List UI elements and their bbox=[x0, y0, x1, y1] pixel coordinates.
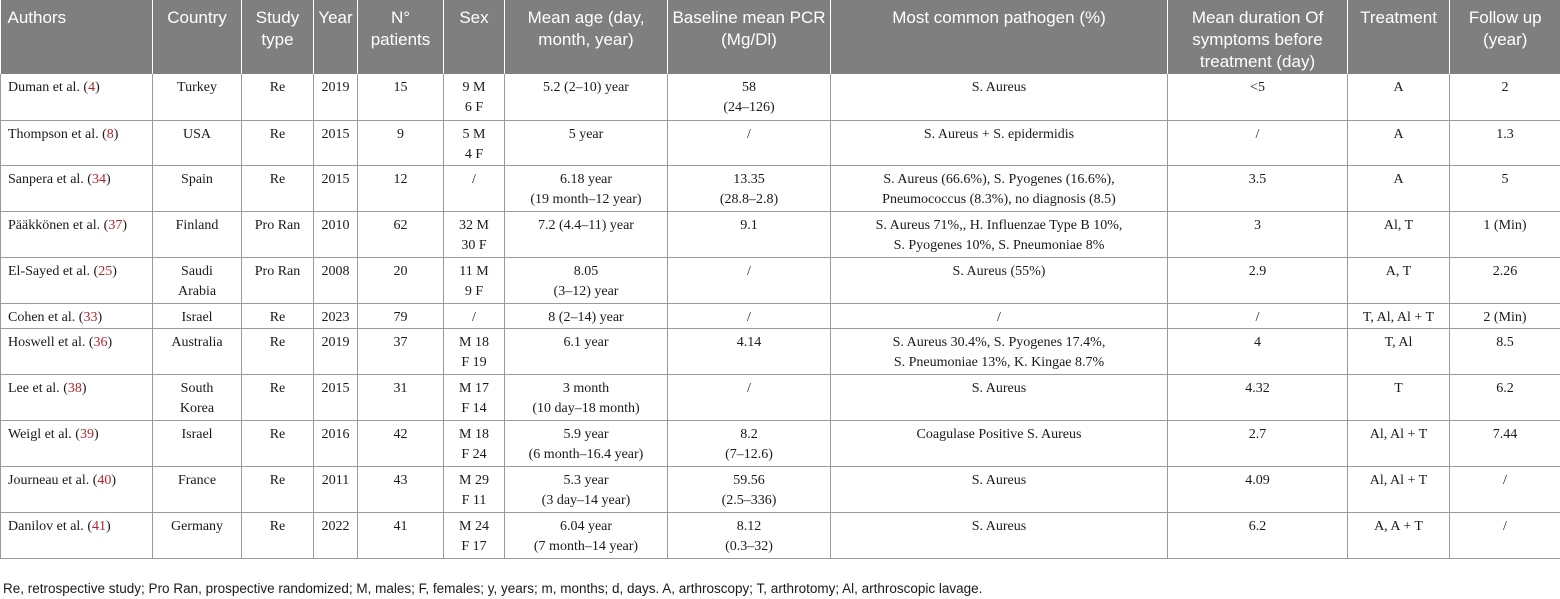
pcr-cell: 4.14 bbox=[668, 328, 831, 374]
patients-cell: 41 bbox=[358, 512, 444, 558]
country-cell: Saudi Arabia bbox=[153, 257, 242, 303]
year-cell: 2022 bbox=[314, 512, 358, 558]
study-type-cell: Re bbox=[242, 374, 314, 420]
sex-cell: M 18 F 24 bbox=[444, 420, 505, 466]
author-name: Journeau et al. bbox=[8, 472, 90, 488]
study-type-cell: Re bbox=[242, 165, 314, 211]
mean-age-cell: 5.3 year (3 day–14 year) bbox=[505, 466, 668, 512]
country-cell: Turkey bbox=[153, 74, 242, 120]
reference-link[interactable]: 39 bbox=[79, 426, 94, 442]
duration-cell: <5 bbox=[1168, 74, 1348, 120]
pathogen-cell: S. Aureus (66.6%), S. Pyogenes (16.6%), Pneumococcus (8.3%), no diagnosis (8.5) bbox=[831, 165, 1168, 211]
treatment-cell: A, A + T bbox=[1348, 512, 1450, 558]
table-row bbox=[1, 512, 1560, 558]
reference-link[interactable]: 41 bbox=[91, 518, 106, 534]
pcr-cell: / bbox=[668, 303, 831, 328]
follow-up-cell: 6.2 bbox=[1450, 374, 1560, 420]
study-type-cell: Re bbox=[242, 74, 314, 120]
author-name: Duman et al. bbox=[8, 80, 80, 95]
sex-cell: M 18 F 19 bbox=[444, 328, 505, 374]
country-cell: Israel bbox=[153, 420, 242, 466]
sex-cell: 5 M 4 F bbox=[444, 120, 505, 165]
pathogen-cell: S. Aureus bbox=[831, 466, 1168, 512]
table-row bbox=[1, 420, 1560, 466]
study-type-cell: Re bbox=[242, 420, 314, 466]
header-duration: Mean duration Of symptoms before treatment (day) bbox=[1168, 0, 1348, 74]
mean-age-cell: 6.18 year (19 month–12 year) bbox=[505, 165, 668, 211]
study-type-cell: Re bbox=[242, 328, 314, 374]
sex-cell: 32 M 30 F bbox=[444, 211, 505, 257]
patients-cell: 42 bbox=[358, 420, 444, 466]
follow-up-cell: 2 (Min) bbox=[1450, 303, 1560, 328]
author-name: Sanpera et al. bbox=[8, 171, 84, 187]
table-row bbox=[1, 74, 1560, 120]
reference-link[interactable]: 8 bbox=[106, 126, 114, 142]
mean-age-cell: 5 year bbox=[505, 120, 668, 165]
duration-cell: 4 bbox=[1168, 328, 1348, 374]
treatment-cell: A bbox=[1348, 120, 1450, 165]
follow-up-cell: 7.44 bbox=[1450, 420, 1560, 466]
patients-cell: 9 bbox=[358, 120, 444, 165]
year-cell: 2010 bbox=[314, 211, 358, 257]
table-row bbox=[1, 374, 1560, 420]
author-name: Hoswell et al. bbox=[8, 334, 86, 350]
country-cell: South Korea bbox=[153, 374, 242, 420]
header-sex: Sex bbox=[444, 0, 505, 74]
header-mean-age: Mean age (day, month, year) bbox=[505, 0, 668, 74]
mean-age-cell: 5.9 year (6 month–16.4 year) bbox=[505, 420, 668, 466]
year-cell: 2019 bbox=[314, 74, 358, 120]
table-row bbox=[1, 328, 1560, 374]
follow-up-cell: / bbox=[1450, 512, 1560, 558]
table-row bbox=[1, 165, 1560, 211]
author-name: Pääkkönen et al. bbox=[8, 217, 101, 233]
pathogen-cell: S. Aureus bbox=[831, 374, 1168, 420]
country-cell: Spain bbox=[153, 165, 242, 211]
reference-link[interactable]: 33 bbox=[83, 309, 98, 325]
treatment-cell: T, Al bbox=[1348, 328, 1450, 374]
mean-age-cell: 3 month (10 day–18 month) bbox=[505, 374, 668, 420]
sex-cell: M 24 F 17 bbox=[444, 512, 505, 558]
pathogen-cell: S. Aureus + S. epidermidis bbox=[831, 120, 1168, 165]
table-body bbox=[1, 74, 1560, 558]
table-footnote: Re, retrospective study; Pro Ran, prospective randomized; M, males; F, females; y, years; m, months; d, days. A, arthroscopy; T, arthrotomy; Al, arthroscopic lavage. bbox=[3, 581, 983, 596]
duration-cell: 3.5 bbox=[1168, 165, 1348, 211]
table-row bbox=[1, 466, 1560, 512]
treatment-cell: A bbox=[1348, 74, 1450, 120]
author-name: Cohen et al. bbox=[8, 309, 76, 325]
year-cell: 2015 bbox=[314, 374, 358, 420]
reference-link[interactable]: 40 bbox=[97, 472, 112, 488]
sex-cell: M 29 F 11 bbox=[444, 466, 505, 512]
duration-cell: 4.32 bbox=[1168, 374, 1348, 420]
table-row bbox=[1, 211, 1560, 257]
pcr-cell: 13.35 (28.8–2.8) bbox=[668, 165, 831, 211]
pcr-cell: 9.1 bbox=[668, 211, 831, 257]
pathogen-cell: S. Aureus 71%,, H. Influenzae Type B 10%, S. Pyogenes 10%, S. Pneumoniae 8% bbox=[831, 211, 1168, 257]
table-row bbox=[1, 120, 1560, 165]
reference-link[interactable]: 36 bbox=[93, 334, 108, 350]
mean-age-cell: 8.05 (3–12) year bbox=[505, 257, 668, 303]
study-type-cell: Re bbox=[242, 512, 314, 558]
duration-cell: 2.7 bbox=[1168, 420, 1348, 466]
author-cell: El-Sayed et al. (25) bbox=[1, 257, 153, 303]
country-cell: Germany bbox=[153, 512, 242, 558]
year-cell: 2011 bbox=[314, 466, 358, 512]
author-cell: Hoswell et al. (36) bbox=[1, 328, 153, 374]
pathogen-cell: / bbox=[831, 303, 1168, 328]
author-cell: Lee et al. (38) bbox=[1, 374, 153, 420]
country-cell: USA bbox=[153, 120, 242, 165]
pathogen-cell: S. Aureus (55%) bbox=[831, 257, 1168, 303]
reference-link[interactable]: 37 bbox=[108, 217, 123, 233]
reference-link[interactable]: 34 bbox=[91, 171, 106, 187]
study-type-cell: Re bbox=[242, 120, 314, 165]
mean-age-cell: 8 (2–14) year bbox=[505, 303, 668, 328]
year-cell: 2015 bbox=[314, 165, 358, 211]
treatment-cell: Al, Al + T bbox=[1348, 420, 1450, 466]
treatment-cell: T bbox=[1348, 374, 1450, 420]
patients-cell: 37 bbox=[358, 328, 444, 374]
year-cell: 2019 bbox=[314, 328, 358, 374]
year-cell: 2016 bbox=[314, 420, 358, 466]
patients-cell: 31 bbox=[358, 374, 444, 420]
pcr-cell: / bbox=[668, 257, 831, 303]
pathogen-cell: Coagulase Positive S. Aureus bbox=[831, 420, 1168, 466]
country-cell: Israel bbox=[153, 303, 242, 328]
header-study-type: Study type bbox=[242, 0, 314, 74]
follow-up-cell: 5 bbox=[1450, 165, 1560, 211]
author-name: Thompson et al. bbox=[8, 126, 99, 142]
study-type-cell: Pro Ran bbox=[242, 257, 314, 303]
header-pathogen: Most common pathogen (%) bbox=[831, 0, 1168, 74]
pcr-cell: 58 (24–126) bbox=[668, 74, 831, 120]
duration-cell: 2.9 bbox=[1168, 257, 1348, 303]
patients-cell: 20 bbox=[358, 257, 444, 303]
sex-cell: / bbox=[444, 165, 505, 211]
treatment-cell: A, T bbox=[1348, 257, 1450, 303]
author-name: El-Sayed et al. bbox=[8, 263, 91, 279]
header-patients: N° patients bbox=[358, 0, 444, 74]
duration-cell: 6.2 bbox=[1168, 512, 1348, 558]
duration-cell: 3 bbox=[1168, 211, 1348, 257]
author-cell: Sanpera et al. (34) bbox=[1, 165, 153, 211]
country-cell: Australia bbox=[153, 328, 242, 374]
patients-cell: 79 bbox=[358, 303, 444, 328]
header-baseline-pcr: Baseline mean PCR (Mg/Dl) bbox=[668, 0, 831, 74]
treatment-cell: T, Al, Al + T bbox=[1348, 303, 1450, 328]
treatment-cell: A bbox=[1348, 165, 1450, 211]
duration-cell: / bbox=[1168, 303, 1348, 328]
header-country: Country bbox=[153, 0, 242, 74]
year-cell: 2015 bbox=[314, 120, 358, 165]
follow-up-cell: 1.3 bbox=[1450, 120, 1560, 165]
mean-age-cell: 6.1 year bbox=[505, 328, 668, 374]
header-row bbox=[1, 0, 1560, 74]
treatment-cell: Al, T bbox=[1348, 211, 1450, 257]
pathogen-cell: S. Aureus 30.4%, S. Pyogenes 17.4%, S. Pneumoniae 13%, K. Kingae 8.7% bbox=[831, 328, 1168, 374]
duration-cell: 4.09 bbox=[1168, 466, 1348, 512]
pcr-cell: / bbox=[668, 120, 831, 165]
mean-age-cell: 6.04 year (7 month–14 year) bbox=[505, 512, 668, 558]
author-name: Weigl et al. bbox=[8, 426, 72, 442]
patients-cell: 15 bbox=[358, 74, 444, 120]
author-cell: Cohen et al. (33) bbox=[1, 303, 153, 328]
study-type-cell: Re bbox=[242, 466, 314, 512]
sex-cell: 11 M 9 F bbox=[444, 257, 505, 303]
duration-cell: / bbox=[1168, 120, 1348, 165]
pathogen-cell: S. Aureus bbox=[831, 512, 1168, 558]
year-cell: 2008 bbox=[314, 257, 358, 303]
reference-link[interactable]: 38 bbox=[67, 380, 82, 396]
follow-up-cell: 2.26 bbox=[1450, 257, 1560, 303]
country-cell: France bbox=[153, 466, 242, 512]
header-year: Year bbox=[314, 0, 358, 74]
author-name: Lee et al. bbox=[8, 380, 60, 396]
pcr-cell: 8.12 (0.3–32) bbox=[668, 512, 831, 558]
pcr-cell: 8.2 (7–12.6) bbox=[668, 420, 831, 466]
reference-link[interactable]: 25 bbox=[98, 263, 113, 279]
header-treatment: Treatment bbox=[1348, 0, 1450, 74]
follow-up-cell: 2 bbox=[1450, 74, 1560, 120]
table-row bbox=[1, 257, 1560, 303]
author-cell: Journeau et al. (40) bbox=[1, 466, 153, 512]
mean-age-cell: 7.2 (4.4–11) year bbox=[505, 211, 668, 257]
sex-cell: 9 M 6 F bbox=[444, 74, 505, 120]
treatment-cell: Al, Al + T bbox=[1348, 466, 1450, 512]
mean-age-cell: 5.2 (2–10) year bbox=[505, 74, 668, 120]
study-type-cell: Re bbox=[242, 303, 314, 328]
author-cell: Pääkkönen et al. (37) bbox=[1, 211, 153, 257]
country-cell: Finland bbox=[153, 211, 242, 257]
table-row bbox=[1, 303, 1560, 328]
author-cell: Weigl et al. (39) bbox=[1, 420, 153, 466]
reference-link[interactable]: 4 bbox=[88, 80, 96, 95]
author-cell: Thompson et al. (8) bbox=[1, 120, 153, 165]
pathogen-cell: S. Aureus bbox=[831, 74, 1168, 120]
sex-cell: / bbox=[444, 303, 505, 328]
author-cell: Danilov et al. (41) bbox=[1, 512, 153, 558]
sex-cell: M 17 F 14 bbox=[444, 374, 505, 420]
follow-up-cell: 8.5 bbox=[1450, 328, 1560, 374]
header-follow-up: Follow up (year) bbox=[1450, 0, 1560, 74]
patients-cell: 43 bbox=[358, 466, 444, 512]
follow-up-cell: / bbox=[1450, 466, 1560, 512]
pcr-cell: 59.56 (2.5–336) bbox=[668, 466, 831, 512]
study-type-cell: Pro Ran bbox=[242, 211, 314, 257]
follow-up-cell: 1 (Min) bbox=[1450, 211, 1560, 257]
author-cell: Duman et al. (4) bbox=[1, 74, 153, 120]
header-authors: Authors bbox=[1, 0, 153, 74]
pcr-cell: / bbox=[668, 374, 831, 420]
patients-cell: 12 bbox=[358, 165, 444, 211]
author-name: Danilov et al. bbox=[8, 518, 84, 534]
patients-cell: 62 bbox=[358, 211, 444, 257]
year-cell: 2023 bbox=[314, 303, 358, 328]
